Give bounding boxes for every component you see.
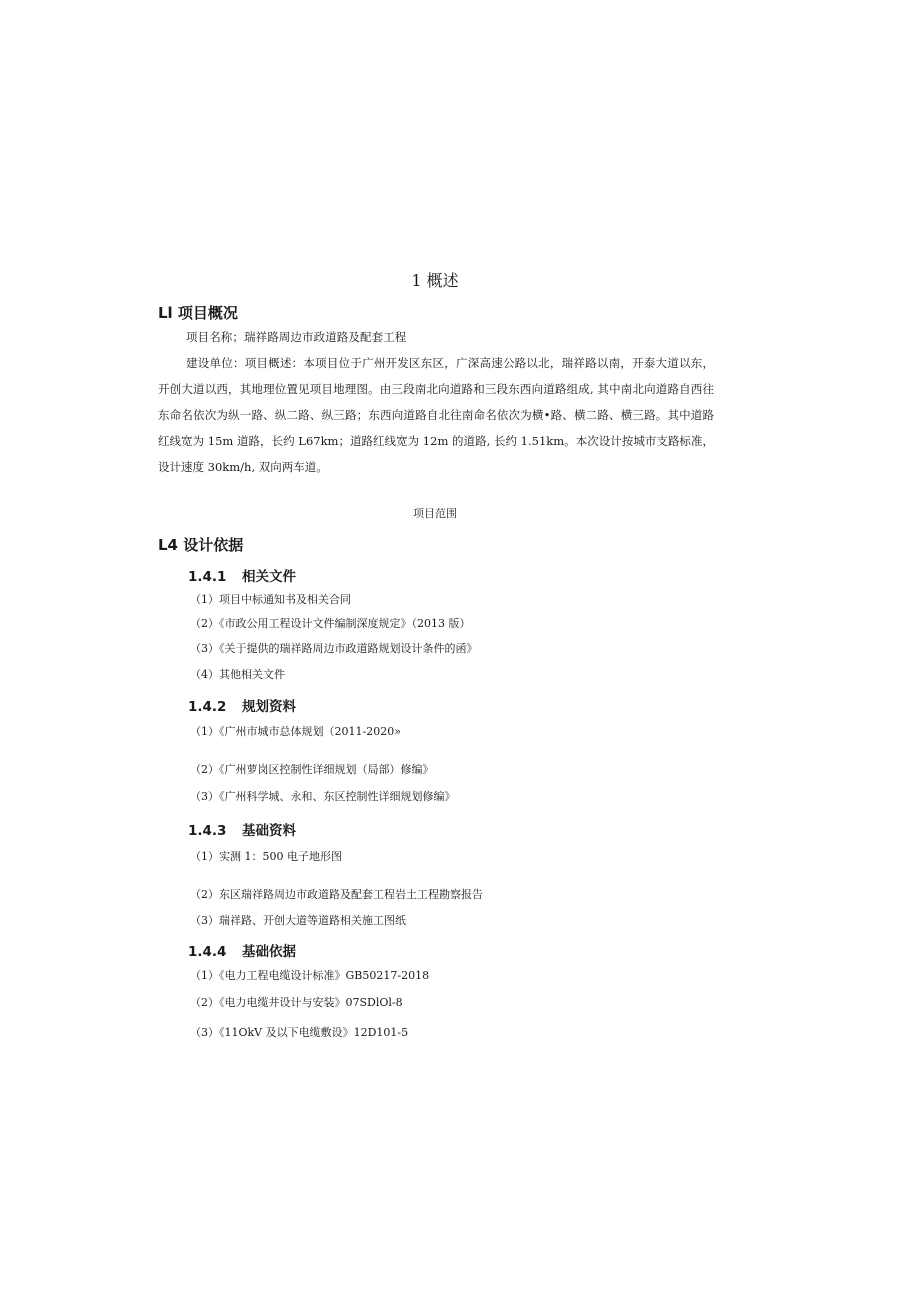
figure-caption: 项目范围 <box>413 507 457 520</box>
list-item: （3）《11OkV 及以下电缆敷设》12D101-5 <box>190 1026 409 1039</box>
project-name-line: 项目名称；瑞祥路周边市政道路及配套工程 <box>186 330 407 344</box>
list-item: （2）《广州萝岗区控制性详细规划（局部）修编》 <box>190 763 434 776</box>
list-item: （2）《市政公用工程设计文件编制深度规定》（2013 版） <box>190 617 471 630</box>
subsection-title: 规划资料 <box>242 699 296 715</box>
list-item: （1）《广州市城市总体规划（2011-2020» <box>190 725 401 738</box>
subsection-title: 相关文件 <box>242 569 296 585</box>
list-item: （2）《电力电缆井设计与安装》07SDlOl-8 <box>190 996 403 1009</box>
list-item: （1）项目中标通知书及相关合同 <box>190 593 351 606</box>
section-heading-design-basis: L4 设计依据 <box>158 536 244 554</box>
subsection-title: 基础依据 <box>242 944 296 960</box>
subsection-number: 1.4.4 <box>188 944 227 960</box>
list-item: （3）《广州科学城、永和、东区控制性详细规划修编》 <box>190 790 456 803</box>
section-heading-project-overview: Ll 项目概况 <box>158 304 238 322</box>
list-item: （3）瑞祥路、开创大道等道路相关施工图纸 <box>190 914 406 927</box>
list-item: （1）《电力工程电缆设计标准》GB50217-2018 <box>190 969 430 982</box>
subsection-heading-basic-basis <box>188 940 296 960</box>
subsection-heading-basic-materials <box>188 819 296 839</box>
project-overview-paragraph: 建设单位：项目概述：本项目位于广州开发区东区，广深高速公路以北，瑞祥路以南，开泰大道以东，开创大道以西，其地理位置见项目地理图。由三段南北向道路和三段东西向道路组成, 其中南北向道路自西往东命名依次为纵一路、纵二路、纵三路；东西向道路自北往南命名依次为横•路、横二路、横三路。其中道路红线宽为 15m 道路，长约 L67km；道路红线宽为 12m 的道路, 长约 1.51km。本次设计按城市支路标准，设计速度 30km/h, 双向两车道。 <box>158 356 714 474</box>
subsection-number: 1.4.3 <box>188 823 227 839</box>
list-item: （4）其他相关文件 <box>190 668 285 681</box>
list-item: （1）实测 1：500 电子地形图 <box>190 850 342 863</box>
list-item: （2）东区瑞祥路周边市政道路及配套工程岩土工程勘察报告 <box>190 888 483 901</box>
subsection-heading-planning-materials <box>188 695 296 715</box>
subsection-number: 1.4.2 <box>188 699 227 715</box>
subsection-heading-related-documents <box>188 565 296 585</box>
subsection-title: 基础资料 <box>242 823 296 839</box>
list-item: （3）《关于提供的瑞祥路周边市政道路规划设计条件的函》 <box>190 642 478 655</box>
subsection-number: 1.4.1 <box>188 569 227 585</box>
chapter-title: 1 概述 <box>411 271 459 290</box>
